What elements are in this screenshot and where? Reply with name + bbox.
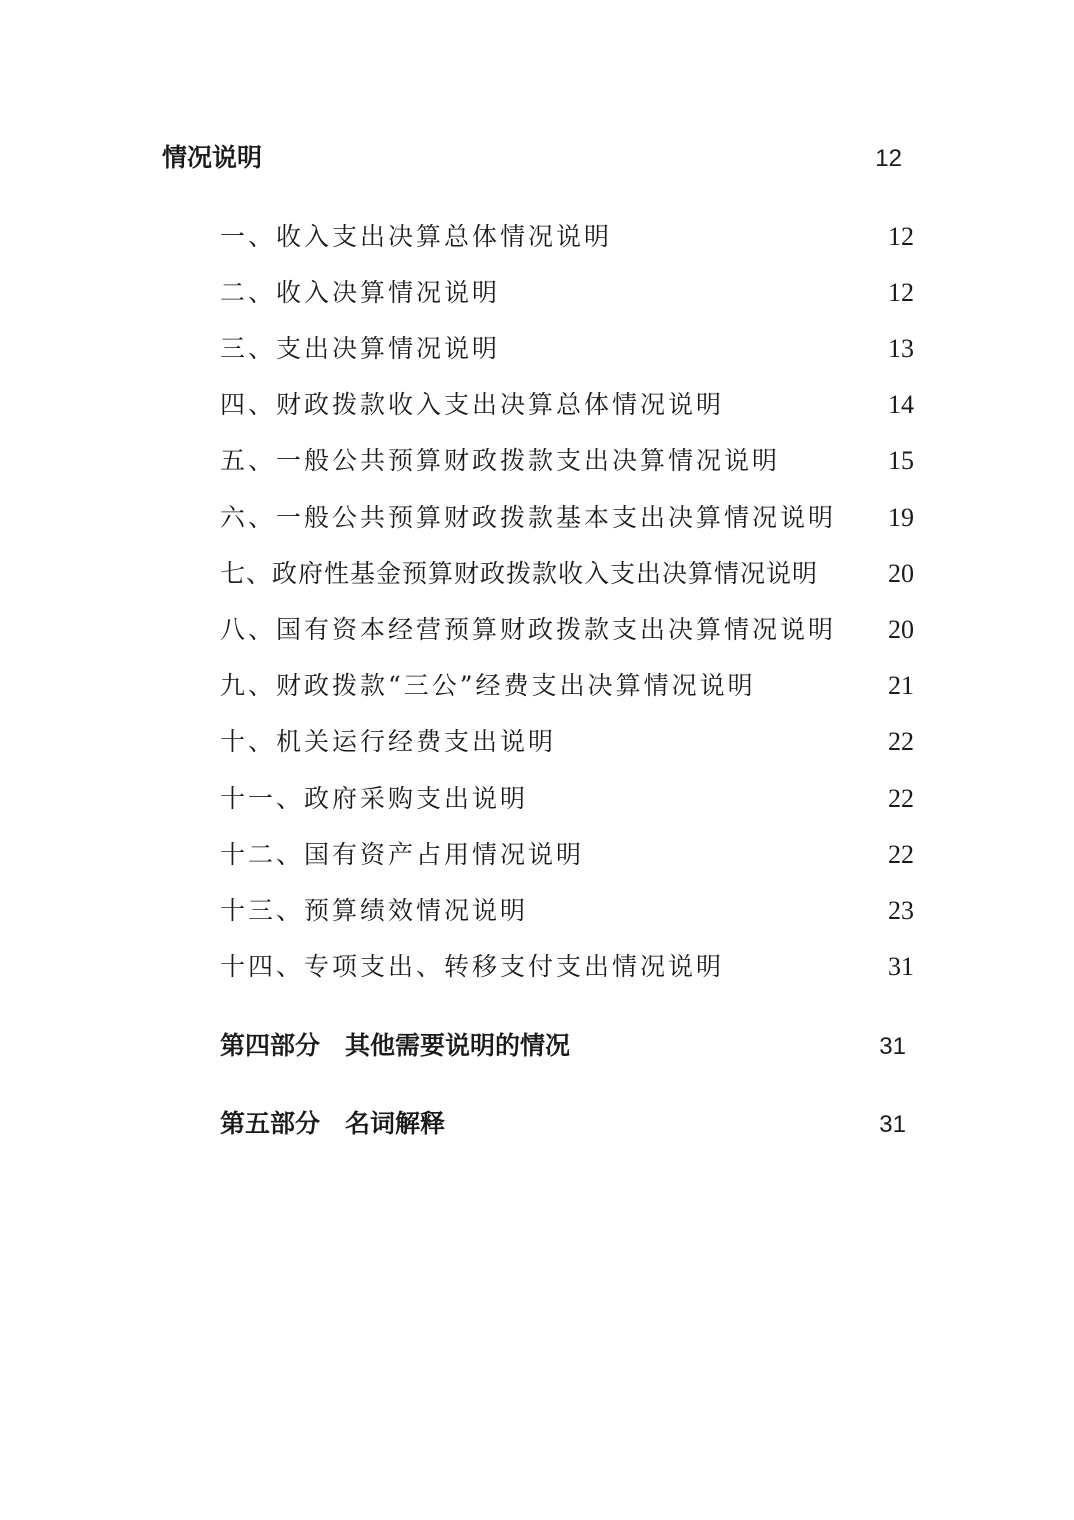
toc-page-number: 15 <box>888 446 914 475</box>
toc-entry-section-4[interactable] <box>220 385 914 425</box>
toc-page-number: 12 <box>875 145 902 172</box>
toc-entry-section-13[interactable] <box>220 891 914 931</box>
toc-entry-label: 十、机关运行经费支出说明 <box>220 727 557 756</box>
toc-entry-section-9[interactable] <box>220 666 914 706</box>
toc-page-number: 22 <box>888 840 914 869</box>
toc-entry-label: 九、财政拨款“三公”经费支出决算情况说明 <box>220 671 756 700</box>
toc-page-number: 20 <box>888 559 914 588</box>
toc-entry-label: 十三、预算绩效情况说明 <box>220 896 529 925</box>
toc-entry-section-6[interactable] <box>220 498 914 538</box>
toc-entry-section-2[interactable] <box>220 273 914 313</box>
toc-page-number: 14 <box>888 390 914 419</box>
toc-entry-part4[interactable] <box>220 1026 906 1066</box>
toc-entry-section-10[interactable] <box>220 722 914 762</box>
toc-page-number: 20 <box>888 615 914 644</box>
toc-entry-section-11[interactable] <box>220 779 914 819</box>
toc-entry-section-3[interactable] <box>220 329 914 369</box>
toc-page-number: 31 <box>879 1111 906 1138</box>
toc-page-number: 22 <box>888 784 914 813</box>
toc-entry-section-1[interactable] <box>220 217 914 257</box>
toc-entry-label: 第四部分 其他需要说明的情况 <box>220 1031 571 1060</box>
toc-entry-label: 三、支出决算情况说明 <box>220 334 501 363</box>
toc-entry-label: 四、财政拨款收入支出决算总体情况说明 <box>220 390 725 419</box>
toc-entry-label: 情况说明 <box>162 143 263 172</box>
toc-entry-section-5[interactable] <box>220 441 914 481</box>
toc-entry-section-8[interactable] <box>220 610 914 650</box>
toc-page-number: 21 <box>888 671 914 700</box>
toc-entry-label: 十一、政府采购支出说明 <box>220 784 529 813</box>
toc-entry-section-14[interactable] <box>220 947 914 987</box>
toc-entry-section-12[interactable] <box>220 835 914 875</box>
toc-entry-label: 七、政府性基金预算财政拨款收入支出决算情况说明 <box>220 559 819 588</box>
toc-entry-label: 五、一般公共预算财政拨款支出决算情况说明 <box>220 446 781 475</box>
toc-page-number: 12 <box>888 222 914 251</box>
toc-page-number: 12 <box>888 278 914 307</box>
toc-page-number: 23 <box>888 896 914 925</box>
toc-page-number: 13 <box>888 334 914 363</box>
toc-entry-label: 二、收入决算情况说明 <box>220 278 501 307</box>
toc-entry-label: 第五部分 名词解释 <box>220 1109 446 1138</box>
toc-page-number: 31 <box>888 952 914 981</box>
toc-entry-label: 十四、专项支出、转移支付支出情况说明 <box>220 952 725 981</box>
toc-page-number: 19 <box>888 503 914 532</box>
toc-entry-label: 一、收入支出决算总体情况说明 <box>220 222 613 251</box>
toc-entry-section-7[interactable] <box>220 554 914 594</box>
toc-page-number: 22 <box>888 727 914 756</box>
toc-page-number: 31 <box>879 1033 906 1060</box>
toc-entry-label: 八、国有资本经营预算财政拨款支出决算情况说明 <box>220 615 837 644</box>
toc-entry-label: 六、一般公共预算财政拨款基本支出决算情况说明 <box>220 503 837 532</box>
toc-entry-part5[interactable] <box>220 1104 906 1144</box>
toc-entry-label: 十二、国有资产占用情况说明 <box>220 840 585 869</box>
toc-entry-top[interactable] <box>162 138 902 178</box>
